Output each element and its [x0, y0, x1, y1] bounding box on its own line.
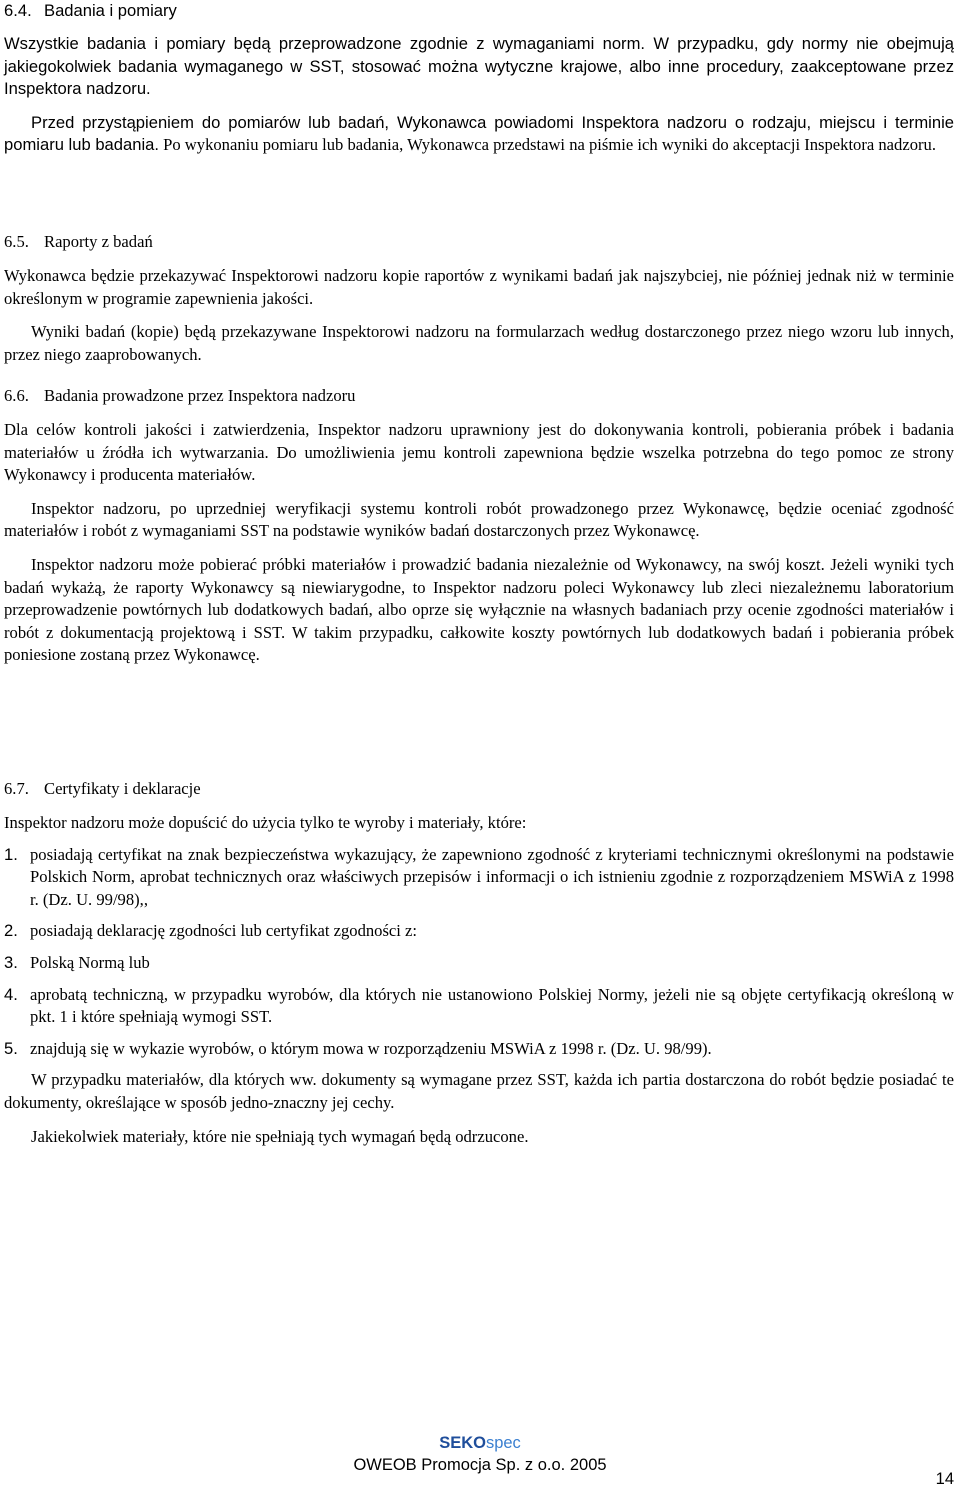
- list-item: [4, 920, 954, 943]
- list-item: [4, 984, 954, 1029]
- list-item-text: znajdują się w wykazie wyrobów, o którym mowa w rozporządzeniu MSWiA z 1998 r. (Dz. U. 98/99).: [30, 1038, 712, 1058]
- paragraph-part: Przed przystąpieniem do pomiarów lub badań, Wykonawca powiadomi Inspektora nadzoru o rodzaju, miejscu i terminie pomiaru lub badania.: [4, 112, 954, 155]
- list-item-number: 2.: [4, 921, 18, 941]
- section-number: 6.7.: [4, 779, 29, 798]
- section-heading-6-4: [4, 0, 177, 22]
- section-heading-6-5: [4, 231, 954, 253]
- list-item: [4, 1038, 954, 1061]
- list-item-number: 1.: [4, 844, 18, 864]
- paragraph: [4, 112, 954, 157]
- list-item-text: aprobatą techniczną, w przypadku wyrobów, dla których nie ustanowiono Polskiej Normy, jeżeli nie są objęte certyfikacją określoną w pkt. 1 i które spełniają wymogi SST.: [30, 984, 954, 1027]
- paragraph: W przypadku materiałów, dla których ww. dokumenty są wymagane przez SST, każda ich partia dostarczona do robót będzie posiadać te dokumenty, określające w sposób jedno-znaczny jej cechy.: [4, 1070, 954, 1112]
- paragraph: Wyniki badań (kopie) będą przekazywane Inspektorowi nadzoru na formularzach według dostarczonego przez niego wzoru lub innych, przez niego zaaprobowanych.: [4, 322, 954, 364]
- list-item-number: 4.: [4, 984, 18, 1004]
- brand-logo-part: spec: [485, 1434, 521, 1452]
- section-number: 6.6.: [4, 386, 29, 405]
- paragraph: Inspektor nadzoru może pobierać próbki materiałów i prowadzić badania niezależnie od Wykonawcy, na swój koszt. Jeżeli wyniki tych badań wykażą, że raporty Wykonawcy są niewiarygodne, to Inspektor nadzoru poleci Wykonawcy lub zleci niezależnemu laboratorium przeprowadzenie powtórnych lub dodatkowych badań, albo oprze się wyłącznie na własnych badaniach przy ocenie zgodności materiałów i robót z dokumentacją projektową i SST. W takim przypadku, całkowite koszty powtórnych lub dodatkowych badań i pobierania próbek poniesione zostaną przez Wykonawcę.: [4, 554, 954, 665]
- page-number: 14: [935, 1470, 954, 1488]
- brand-logo-part: SEKO: [439, 1434, 486, 1452]
- requirements-list: [4, 844, 954, 1061]
- paragraph: Wykonawca będzie przekazywać Inspektorowi nadzoru kopie raportów z wynikami badań jak najszybciej, nie później jednak niż w terminie określonym w programie zapewnienia jakości.: [4, 266, 954, 308]
- list-item-text: posiadają deklarację zgodności lub certyfikat zgodności z:: [30, 921, 418, 941]
- paragraph: Wszystkie badania i pomiary będą przeprowadzone zgodnie z wymaganiami norm. W przypadku, gdy normy nie obejmują jakiegokolwiek badania wymaganego w SST, stosować można wytyczne krajowe, albo inne procedury, zaakceptowane przez Inspektora nadzoru.: [4, 34, 954, 99]
- list-item-number: 3.: [4, 952, 18, 972]
- paragraph: Dla celów kontroli jakości i zatwierdzenia, Inspektor nadzoru uprawniony jest do dokonywania kontroli, pobierania próbek i badania materiałów u źródła ich wytwarzania. Do umożliwienia jemu kontroli zapewniona będzie wszelka potrzebna do tego pomoc ze strony Wykonawcy i producenta materiałów.: [4, 420, 954, 485]
- section-number: 6.5.: [4, 232, 29, 251]
- paragraph-part: Po wykonaniu pomiaru lub badania, Wykonawca przedstawi na piśmie ich wyniki do akceptacji Inspektora nadzoru.: [158, 135, 936, 155]
- section-title: Badania i pomiary: [44, 1, 177, 20]
- page-footer: [0, 1432, 960, 1476]
- paragraph: Inspektor nadzoru może dopuścić do użycia tylko te wyroby i materiały, które:: [4, 813, 527, 832]
- list-item-number: 5.: [4, 1038, 18, 1058]
- list-item: [4, 844, 954, 912]
- footer-brand: [0, 1432, 960, 1454]
- list-item: [4, 952, 954, 975]
- paragraph: Inspektor nadzoru, po uprzedniej weryfikacji systemu kontroli robót prowadzonego przez Wykonawcę, będzie oceniać zgodność materiałów i robót z wymaganiami SST na podstawie wyników badań dostarczonych przez Wykonawcę.: [4, 498, 954, 541]
- section-title: Badania prowadzone przez Inspektora nadzoru: [44, 386, 356, 405]
- footer-company: OWEOB Promocja Sp. z o.o. 2005: [353, 1456, 607, 1474]
- paragraph: Jakiekolwiek materiały, które nie spełniają tych wymagań będą odrzucone.: [31, 1126, 529, 1146]
- section-title: Raporty z badań: [44, 232, 153, 251]
- list-item-text: Polską Normą lub: [30, 952, 150, 972]
- list-item-text: posiadają certyfikat na znak bezpieczeństwa wykazujący, że zapewniono zgodność z kryteriami technicznymi określonymi na podstawie Polskich Norm, aprobat technicznych oraz właściwych przepisów i informacji o ich istnieniu zgodnie z rozporządzeniem MSWiA z 1998 r. (Dz. U. 99/98),,: [30, 844, 954, 909]
- section-number: 6.4.: [4, 1, 32, 20]
- section-heading-6-7: [4, 778, 954, 800]
- section-title: Certyfikaty i deklaracje: [44, 779, 201, 798]
- section-heading-6-6: [4, 385, 954, 407]
